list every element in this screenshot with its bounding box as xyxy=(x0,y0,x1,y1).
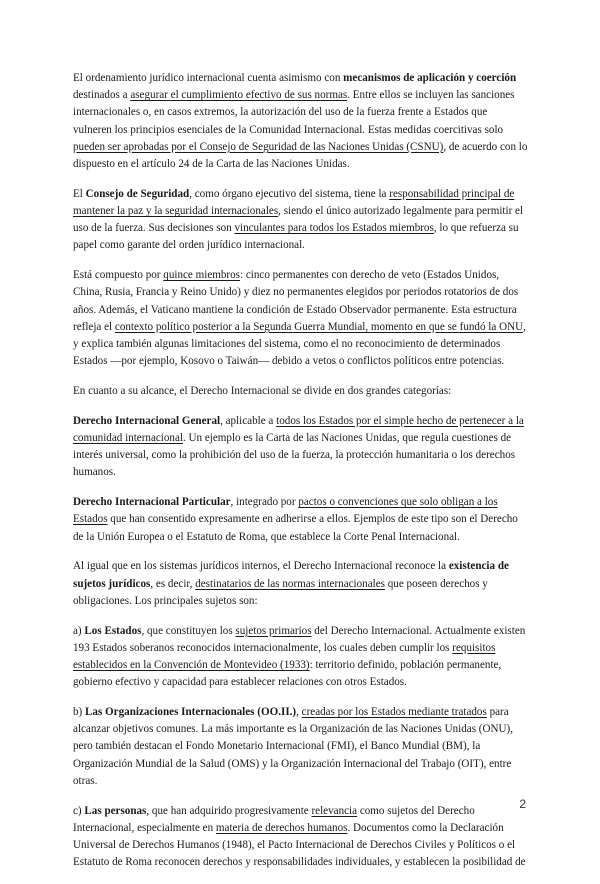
text-run: : cinco permanentes con derecho de veto (Estados Unidos, China, Rusia, Francia y Reino Unido) y diez no permanentes elegidos por periodos rotatorios de dos años. Además, el Vaticano mantiene la condición de Estado Observador permanente. Esta estructura refleja el xyxy=(73,269,519,333)
text-run: , como órgano ejecutivo del sistema, tiene la xyxy=(189,187,390,200)
bold-term: mecanismos de aplicación y coerción xyxy=(343,72,517,84)
bold-term: Derecho Internacional Particular xyxy=(73,496,231,509)
paragraph-4 xyxy=(73,383,528,400)
bold-term: Las Organizaciones Internacionales (OO.II.) xyxy=(85,706,297,719)
text-run: : territorio definido, población permanente, gobierno efectivo y capacidad para establecer relaciones con otros Estados. xyxy=(73,659,502,689)
text-run: . Documentos como la Declaración Universal de Derechos Humanos (1948), el Pacto Internacional de Derechos Civiles y Políticos o el Estatuto de Roma reconocen derechos y responsabilidades individuales, y establecen la posibilidad de xyxy=(73,821,526,869)
bold-term: existencia de sujetos jurídicos xyxy=(73,560,509,590)
bold-term: Derecho Internacional General xyxy=(73,414,221,427)
text-run: , es decir, xyxy=(150,577,196,590)
text-run: , de acuerdo con lo dispuesto en el artículo 24 de la Carta de las Naciones Unidas. xyxy=(73,140,528,171)
text-run: que han consentido expresamente en adherirse a ellos. Ejemplos de este tipo son el Derecho de la Unión Europea o el Estatuto de Roma, que establece la Corte Penal Internacional. xyxy=(73,513,518,543)
paragraph-3 xyxy=(73,267,528,370)
paragraph-6 xyxy=(73,494,528,546)
underlined-text: materia de derechos humanos xyxy=(215,821,348,834)
text-run: que poseen derechos y obligaciones. Los principales sujetos son: xyxy=(73,577,488,607)
underlined-text: responsabilidad principal de mantener la paz y la seguridad internacionales xyxy=(73,187,515,218)
bold-term: Las personas xyxy=(84,804,147,817)
text-run: . Un ejemplo es la Carta de las Naciones Unidas, que regula cuestiones de interés universal, como la prohibición del uso de la fuerza, la protección humanitaria o los derechos humanos. xyxy=(73,432,516,479)
paragraph-10 xyxy=(73,803,528,872)
underlined-text: sujetos primarios xyxy=(235,624,312,637)
text-run: del Derecho Internacional. Actualmente existen 193 Estados soberanos reconocidos internacionalmente, los cuales deben cumplir los xyxy=(73,624,526,654)
underlined-text: vinculantes para todos los Estados miembros xyxy=(234,222,434,235)
text-run: b) xyxy=(73,706,86,719)
underlined-text: asegurar el cumplimiento efectivo de sus normas xyxy=(130,89,348,102)
paragraph-5 xyxy=(73,413,528,482)
paragraph-7 xyxy=(73,558,528,610)
text-run: . Entre ellos se incluyen las sanciones internacionales o, en casos extremos, la autorización del uso de la fuerza frente a Estados que vulneren los principios esenciales de la Comunidad Internacional. Estas medidas coercitivas solo xyxy=(73,89,515,136)
text-run: El ordenamiento jurídico internacional cuenta asimismo con xyxy=(73,72,344,84)
underlined-text: contexto político posterior a la Segunda Guerra Mundial, momento en que se fundó la ONU xyxy=(114,320,524,333)
page-number: 2 xyxy=(519,797,526,811)
text-run: , que constituyen los xyxy=(141,624,236,637)
text-run: , integrado por xyxy=(230,496,299,509)
underlined-text: pueden ser aprobadas por el Consejo de Seguridad de las Naciones Unidas (CSNU) xyxy=(73,140,444,153)
underlined-text: todos los Estados por el simple hecho de pertenecer a la comunidad internacional xyxy=(73,414,524,445)
text-run: , siendo el único autorizado legalmente para permitir el uso de la fuerza. Sus decisiones son xyxy=(73,205,524,235)
paragraph-9 xyxy=(73,704,528,790)
underlined-text: requisitos establecidos en la Convención de Montevideo (1933) xyxy=(73,641,496,672)
underlined-text: creadas por los Estados mediante tratados xyxy=(301,706,487,719)
text-run: a) xyxy=(73,624,85,637)
text-run: , xyxy=(296,706,302,719)
underlined-text: relevancia xyxy=(311,804,358,817)
text-run: destinados a xyxy=(73,89,131,102)
paragraph-2 xyxy=(73,186,528,255)
text-run: , aplicable a xyxy=(220,414,277,427)
text-run: como sujetos del Derecho Internacional, especialmente en xyxy=(73,804,475,834)
text-run: c) xyxy=(73,804,85,817)
underlined-text: destinatarios de las normas internacionales xyxy=(195,577,385,590)
bold-term: Los Estados xyxy=(84,624,142,637)
bold-term: Consejo de Seguridad xyxy=(85,187,190,200)
text-run: Al igual que en los sistemas jurídicos internos, el Derecho Internacional reconoce la xyxy=(73,560,449,573)
text-run: , y explica también algunas limitaciones del sistema, como el no reconocimiento de determinados Estados —por ejemplo, Kosovo o Taiwán— debido a vetos o conflictos políticos entre potencias. xyxy=(73,320,526,368)
paragraph-1 xyxy=(73,70,528,173)
text-run: En cuanto a su alcance, el Derecho Internacional se divide en dos grandes categorías: xyxy=(73,385,452,398)
underlined-text: quince miembros xyxy=(163,269,240,282)
text-run: , que han adquirido progresivamente xyxy=(146,804,312,817)
text-run: Está compuesto por xyxy=(73,269,164,282)
text-run: para alcanzar objetivos comunes. La más importante es la Organización de las Naciones Unidas (ONU), pero también destacan el Fondo Monetario Internacional (FMI), el Banco Mundial (BM), la Organización Mundial de la Salud (OMS) y la Organización Internacional del Trabajo (OIT), entre otras. xyxy=(73,706,514,787)
text-run: El xyxy=(73,187,86,200)
underlined-text: pactos o convenciones que solo obligan a los Estados xyxy=(73,496,498,526)
text-run: , lo que refuerza su papel como garante del orden jurídico internacional. xyxy=(73,222,519,252)
paragraph-8 xyxy=(73,623,528,692)
document-body xyxy=(73,70,528,884)
